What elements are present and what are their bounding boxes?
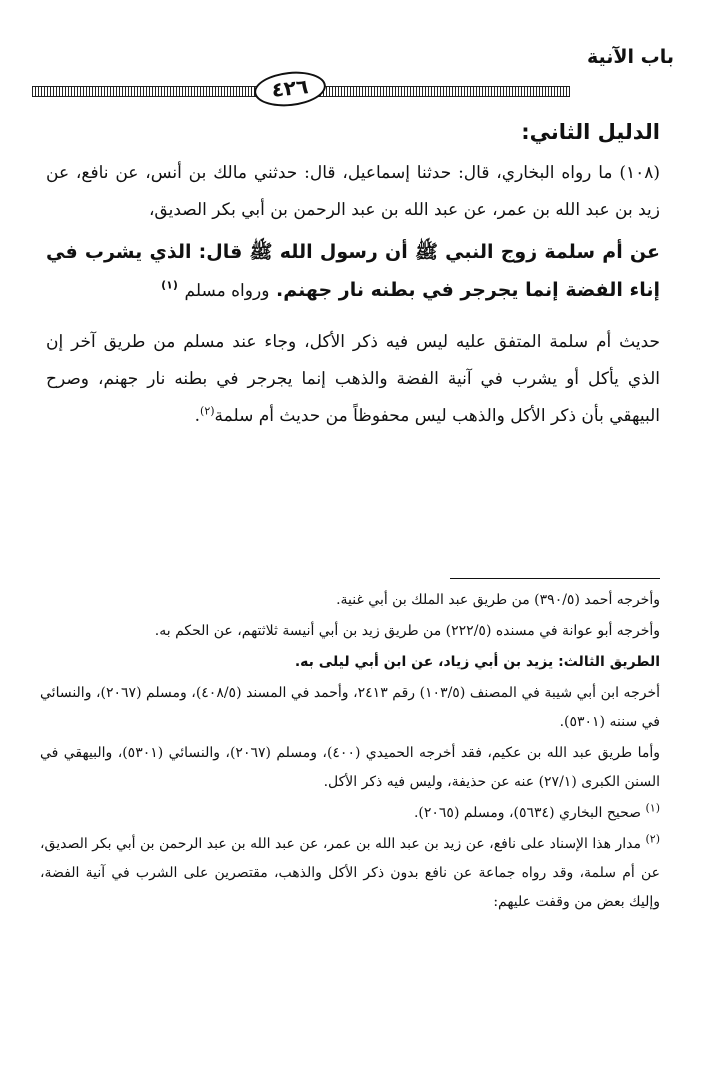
footnote-2-text: مدار هذا الإسناد على نافع، عن زيد بن عبد الله بن عمر، عن عبد الله بن عبد الرحمن بن أبي بكر الصديق، عن أم سلمة، وقد رواه جماعة عن نافع بدون ذكر الأكل والذهب، مقتصرين على الشرب في آنية الفضة، وإليك بعض من وقفت عليهم: bbox=[40, 836, 660, 910]
footnote-1-text: صحيح البخاري (٥٦٣٤)، ومسلم (٢٠٦٥). bbox=[413, 805, 642, 821]
footnote-2 bbox=[40, 830, 660, 917]
page-header bbox=[32, 44, 674, 100]
footnote-marker-2: (٢) bbox=[200, 404, 215, 418]
footnote-separator bbox=[450, 578, 660, 579]
commentary-text: حديث أم سلمة المتفق عليه ليس فيه ذكر الأكل، وجاء عند مسلم من طريق آخر إن الذي يأكل أو يشرب في آنية الفضة والذهب إنما يجرجر في بطنه نار جهنم، وصرح البيهقي بأن ذكر الأكل والذهب ليس محفوظاً من حديث أم سلمة bbox=[46, 332, 660, 426]
commentary bbox=[46, 324, 660, 435]
hadith-body: عن أم سلمة زوج النبي ﷺ أن رسول الله ﷺ قال: الذي يشرب في إناء الفضة إنما يجرجر في بطنه نار جهنم. bbox=[46, 241, 660, 301]
footnote-1 bbox=[40, 799, 660, 828]
commentary-end: . bbox=[194, 406, 201, 426]
narration-chain: (١٠٨) ما رواه البخاري، قال: حدثنا إسماعيل، قال: حدثني مالك بن أنس، عن نافع، عن زيد بن عبد الله بن عمر، عن عبد الله بن عبد الرحمن بن أبي بكر الصديق، bbox=[46, 163, 660, 220]
chapter-title: باب الآنية bbox=[586, 46, 674, 68]
page-number: ٤٢٦ bbox=[252, 68, 327, 109]
footnotes bbox=[40, 586, 660, 919]
footnote-1-marker: (١) bbox=[645, 801, 660, 815]
footnote-line: وأخرجه أحمد (٣٩٠/٥) من طريق عبد الملك بن أبي غنية. bbox=[336, 592, 660, 608]
footnote-line: أخرجه ابن أبي شيبة في المصنف (١٠٣/٥) رقم ٢٤١٣، وأحمد في المسند (٤٠٨/٥)، ومسلم (٢٠٦٧)، والنسائي في سننه (٥٣٠١). bbox=[40, 685, 660, 730]
footnote-subheading: الطريق الثالث: يزيد بن أبي زياد، عن ابن أبي ليلى به. bbox=[294, 654, 660, 670]
footnote-marker-1: (١) bbox=[161, 278, 178, 292]
footnote-2-marker: (٢) bbox=[645, 832, 660, 846]
footnote-line: وأخرجه أبو عوانة في مسنده (٢٢٢/٥) من طريق زيد بن أبي أنيسة ثلاثتهم، عن الحكم به. bbox=[154, 623, 660, 639]
hadith-text bbox=[46, 233, 660, 310]
footnote-line: وأما طريق عبد الله بن عكيم، فقد أخرجه الحميدي (٤٠٠)، ومسلم (٢٠٦٧)، والنسائي (٥٣٠١)، والبيهقي في السنن الكبرى (٢٧/١) عنه عن حذيفة، وليس فيه ذكر الأكل. bbox=[40, 745, 660, 790]
section-heading: الدليل الثاني: bbox=[521, 120, 660, 144]
hadith-reference: ورواه مسلم bbox=[184, 281, 270, 301]
main-text bbox=[46, 118, 660, 439]
